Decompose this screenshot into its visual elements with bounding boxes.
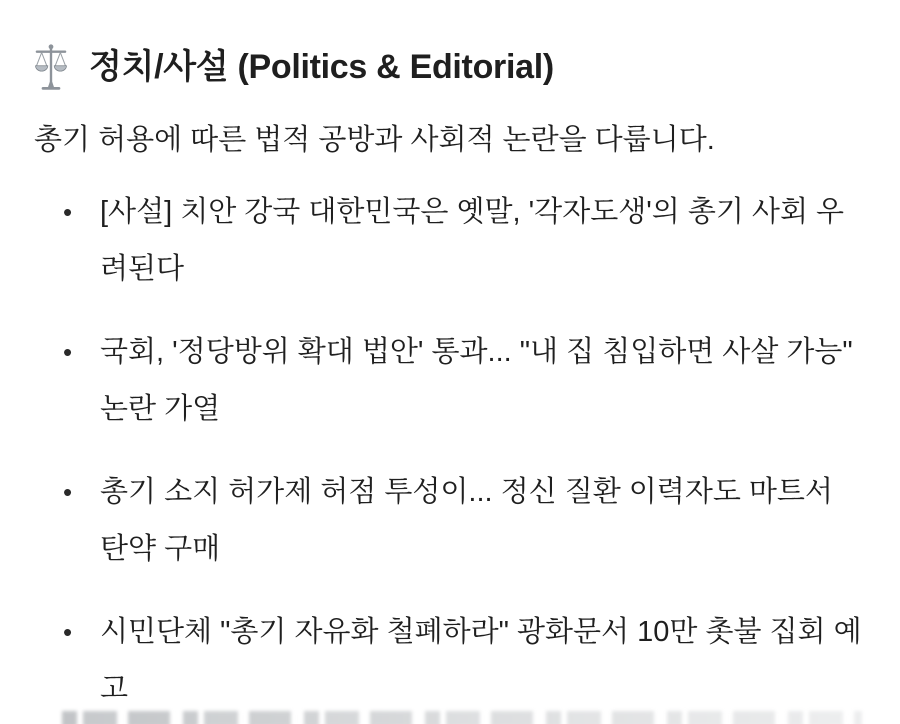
- headline-text: 국회, '정당방위 확대 법안' 통과... "내 집 침입하면 사살 가능" 논란 가열: [100, 336, 853, 425]
- section-description: 총기 허용에 따른 법적 공방과 사회적 논란을 다룹니다.: [34, 124, 715, 156]
- bullet-marker: •: [63, 337, 73, 367]
- section-title: 정치/사설 (Politics & Editorial): [89, 48, 554, 86]
- balance-scale-icon: [34, 42, 68, 92]
- headline-text: 총기 소지 허가제 허점 투성이... 정신 질환 이력자도 마트서 탄약 구매: [100, 476, 833, 565]
- bullet-marker: •: [63, 197, 73, 227]
- cutoff-next-text-line: [62, 711, 862, 724]
- headline-item: [34, 324, 870, 438]
- headline-text: 시민단체 "총기 자유화 철폐하라" 광화문서 10만 촛불 집회 예고: [100, 616, 862, 705]
- bullet-marker: •: [63, 617, 73, 647]
- headline-item: [34, 464, 870, 578]
- headline-item: [34, 184, 870, 298]
- headline-list: [34, 184, 870, 718]
- headline-text: [사설] 치안 강국 대한민국은 옛말, '각자도생'의 총기 사회 우려된다: [100, 196, 845, 285]
- headline-item: [34, 604, 870, 718]
- section-header: [34, 40, 870, 94]
- bullet-marker: •: [63, 477, 73, 507]
